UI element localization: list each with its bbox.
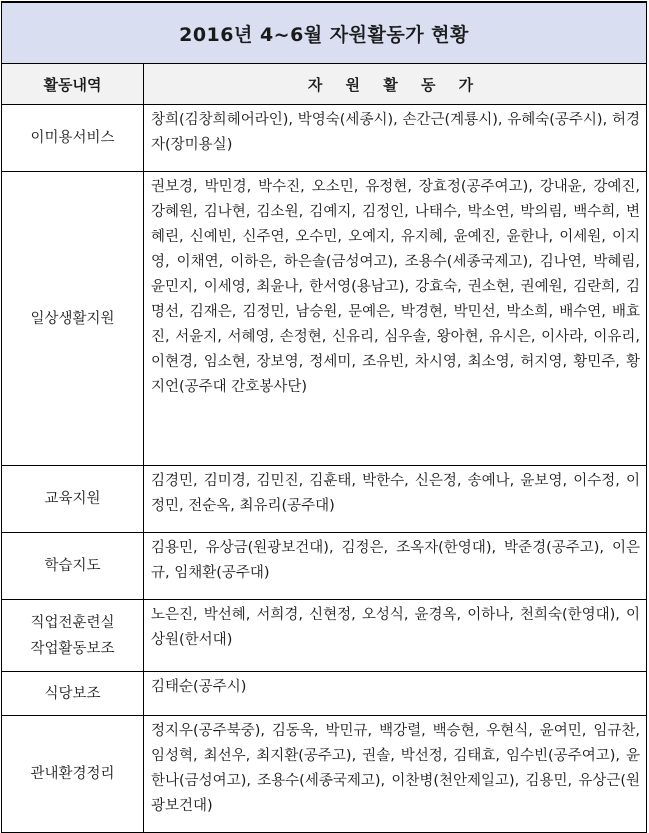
table-row — [2, 716, 647, 833]
volunteers-beauty-service: 창희(김창희헤어라인), 박영숙(세종시), 손간근(계룡시), 유혜숙(공주시), 허경자(장미용실) — [144, 105, 647, 172]
header-category: 활동내역 — [2, 64, 144, 105]
volunteers-study-guidance: 김용민, 유상금(원광보건대), 김정은, 조옥자(한영대), 박준경(공주고), 이은규, 임채환(공주대) — [144, 533, 647, 600]
category-daily-life-support: 일상생활지원 — [2, 172, 144, 466]
table-row — [2, 672, 647, 716]
table-row — [2, 466, 647, 533]
category-study-guidance: 학습지도 — [2, 533, 144, 600]
category-meal-assistance: 식당보조 — [2, 672, 144, 716]
table-row — [2, 533, 647, 600]
table-row — [2, 105, 647, 172]
category-vocational-line-2: 작업활동보조 — [30, 640, 115, 657]
volunteer-status-table — [1, 1, 647, 833]
category-environment-cleanup: 관내환경정리 — [2, 716, 144, 833]
header-row — [2, 64, 647, 105]
category-education-support: 교육지원 — [2, 466, 144, 533]
title-row — [2, 2, 647, 64]
volunteers-education-support: 김경민, 김미경, 김민진, 김훈태, 박한수, 신은정, 송예나, 윤보영, 이수정, 이정민, 전순옥, 최유리(공주대) — [144, 466, 647, 533]
volunteers-meal-assistance: 김태순(공주시) — [144, 672, 647, 716]
volunteers-vocational-training: 노은진, 박선혜, 서희경, 신현정, 오성식, 윤경옥, 이하나, 천희숙(한영대), 이상원(한서대) — [144, 600, 647, 672]
table-title: 2016년 4~6월 자원활동가 현황 — [2, 2, 647, 64]
category-vocational-training — [2, 600, 144, 672]
header-volunteers: 자 원 활 동 가 — [144, 64, 647, 105]
volunteers-environment-cleanup: 정지우(공주북중), 김동욱, 박민규, 백강렬, 백승현, 우현식, 윤여민, 임규찬, 임성혁, 최선우, 최지환(공주고), 권솔, 박선정, 김태효, 임수빈(공주여고), 윤한나(금성여고), 조용수(세종국제고), 이찬병(천안제일고), 김용민, 유상근(원광보건대) — [144, 716, 647, 833]
table-row — [2, 172, 647, 466]
category-beauty-service: 이미용서비스 — [2, 105, 144, 172]
category-vocational-line-1: 직업전훈련실 — [30, 614, 115, 631]
volunteers-daily-life-support: 권보경, 박민경, 박수진, 오소민, 유정현, 장효정(공주여고), 강내윤, 강예진, 강혜원, 김나현, 김소원, 김예지, 김정인, 나태수, 박소연, 박의림, 백수희, 변혜린, 신예빈, 신주연, 오수민, 오예지, 유지혜, 윤예진, 윤한나, 이세원, 이지영, 이채연, 이하은, 하은솔(금성여고), 조용수(세종국제고), 김나연, 박혜림, 윤민지, 이세영, 최윤나, 한서영(용남고), 강효숙, 권소현, 권예원, 김란희, 김명선, 김재은, 김정민, 남승원, 문예은, 박경현, 박민선, 박소희, 배수연, 배효진, 서윤지, 서혜영, 손정현, 신유리, 심우솔, 왕아현, 유시은, 이사라, 이유리, 이현경, 임소현, 장보영, 정세미, 조유빈, 차시영, 최소영, 허지영, 황민주, 황지언(공주대 간호봉사단) — [144, 172, 647, 466]
table-row — [2, 600, 647, 672]
